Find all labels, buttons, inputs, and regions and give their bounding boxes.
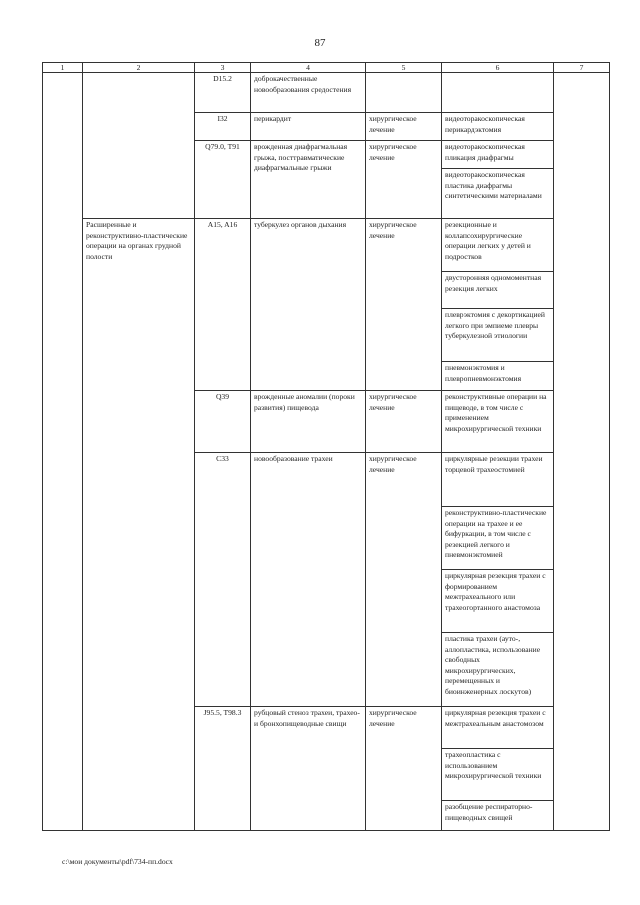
cell-code: C33 [195,453,251,707]
cell-method: циркулярная резекция трахеи с формированием межтрахеального или трахеогортанного анастомоза [442,570,554,633]
cell-diagnosis: доброкачественные новообразования средостения [251,73,366,113]
cell-method: плеврэктомия с декортикацией легкого при эмпиеме плевры туберкулезной этиологии [442,309,554,362]
cell-treatment: хирургическое лечение [366,219,442,391]
cell-code: J95.5, T98.3 [195,707,251,831]
page-number: 87 [314,37,326,49]
cell-treatment [366,73,442,113]
cell-diagnosis: перикардит [251,113,366,141]
medical-procedures-table [42,62,610,831]
cell-treatment: хирургическое лечение [366,141,442,219]
header-col-1: 1 [43,63,83,73]
cell-diagnosis: рубцовый стеноз трахеи, трахео- и бронхопищеводные свищи [251,707,366,831]
cell-method [442,73,554,113]
cell-method: трахеопластика с использованием микрохирургической техники [442,749,554,801]
cell-diagnosis: врожденная диафрагмальная грыжа, посттравматические диафрагмальные грыжи [251,141,366,219]
header-col-7: 7 [554,63,610,73]
cell-method: разобщение респираторно-пищеводных свищей [442,801,554,831]
header-col-5: 5 [366,63,442,73]
table-header-row [43,63,610,73]
cell-diagnosis: врожденные аномалии (пороки развития) пищевода [251,391,366,453]
cell-treatment: хирургическое лечение [366,453,442,707]
header-col-3: 3 [195,63,251,73]
cell-method: циркулярные резекции трахеи торцевой трахеостомией [442,453,554,507]
cell-code: Q39 [195,391,251,453]
cell-section-title: Расширенные и реконструктивно-пластические операции на органах грудной полости [83,219,195,831]
header-col-2: 2 [83,63,195,73]
cell-col-7 [554,73,610,831]
cell-method: пластика трахеи (ауто-, аллопластика, использование свободных микрохирургических, перемещенных и биоинженерных лоскутов) [442,633,554,707]
cell-treatment: хирургическое лечение [366,391,442,453]
cell-method: видеоторакоскопическая перикардэктомия [442,113,554,141]
cell-method: реконструктивно-пластические операции на трахее и ее бифуркации, в том числе с резекцией легкого и пневмонэктомией [442,507,554,570]
cell-treatment: хирургическое лечение [366,113,442,141]
cell-code: A15, A16 [195,219,251,391]
table-row [43,73,610,113]
cell-code: Q79.0, T91 [195,141,251,219]
cell-diagnosis: туберкулез органов дыхания [251,219,366,391]
header-col-6: 6 [442,63,554,73]
cell-method: видеоторакоскопическая пластика диафрагмы синтетическими материалами [442,169,554,219]
cell-method: циркулярная резекция трахеи с межтрахеальным анастомозом [442,707,554,749]
cell-method: пневмонэктомия и плевропневмонэктомия [442,362,554,391]
footer-file-path: c:\мои документы\pdf\734-пп.docx [62,857,173,866]
cell-col-2 [83,73,195,219]
header-col-4: 4 [251,63,366,73]
cell-code: D15.2 [195,73,251,113]
cell-method: резекционные и коллапсохирургические операции легких у детей и подростков [442,219,554,272]
cell-col-1 [43,73,83,831]
cell-method: двусторонняя одномоментная резекция легких [442,272,554,309]
cell-code: I32 [195,113,251,141]
cell-method: реконструктивные операции на пищеводе, в том числе с применением микрохирургической техники [442,391,554,453]
cell-diagnosis: новообразование трахеи [251,453,366,707]
table-row [43,219,610,272]
cell-treatment: хирургическое лечение [366,707,442,831]
cell-method: видеоторакоскопическая пликация диафрагмы [442,141,554,169]
